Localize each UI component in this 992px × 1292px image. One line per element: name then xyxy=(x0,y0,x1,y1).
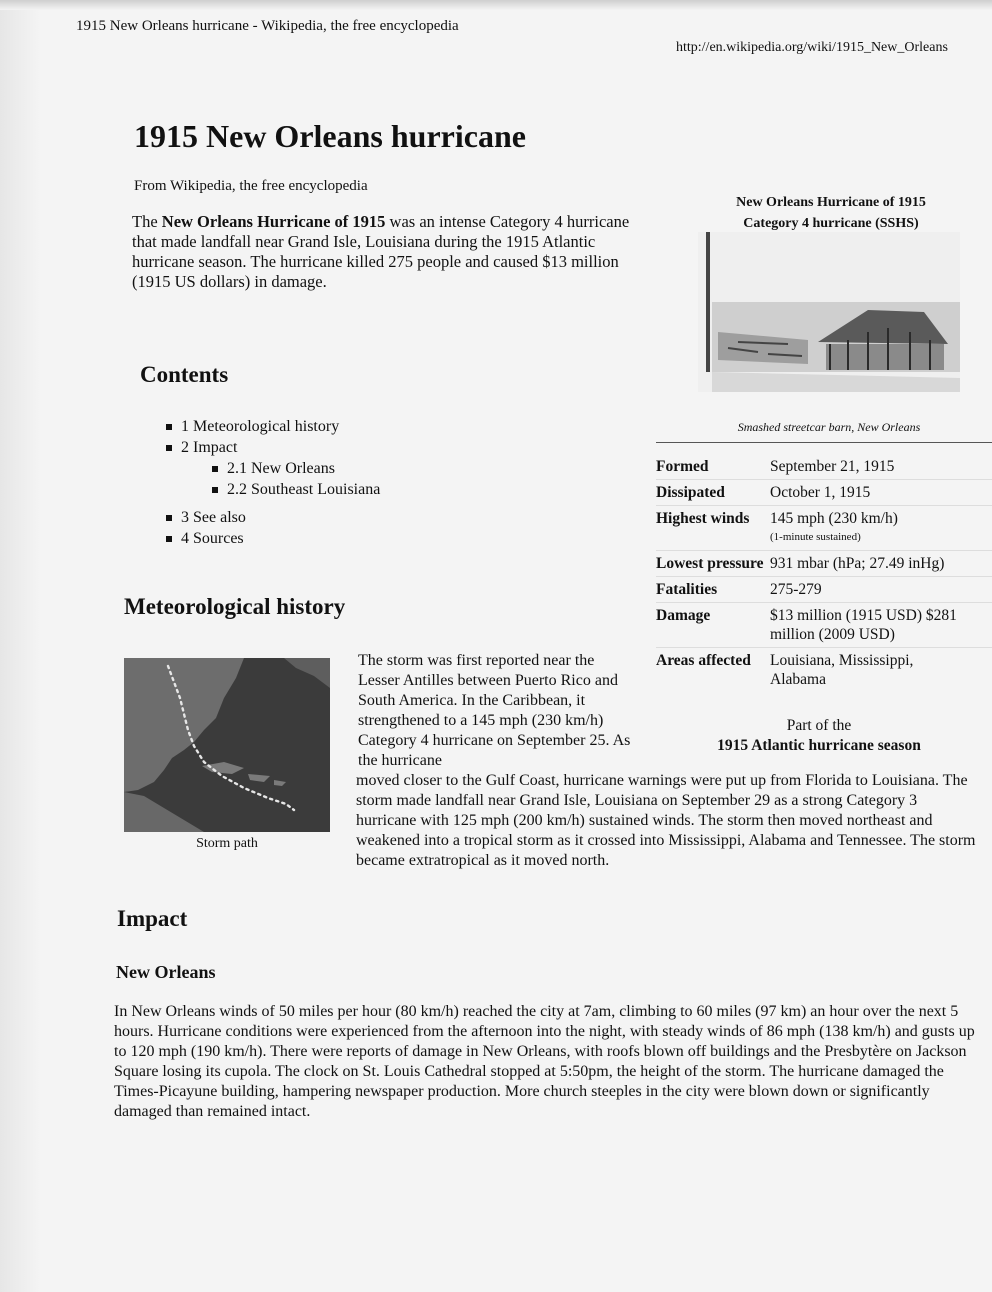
toc-item-sources[interactable] xyxy=(166,528,380,549)
article-intro xyxy=(132,212,632,292)
bullet-icon xyxy=(166,536,172,542)
bullet-icon xyxy=(212,466,218,472)
toc-item-label: 3 See also xyxy=(181,509,246,526)
toc-item-see-also[interactable] xyxy=(166,507,380,528)
infobox-row-formed xyxy=(656,454,992,480)
photo-caption: Smashed streetcar barn, New Orleans xyxy=(737,420,921,434)
infobox-row-dissipated xyxy=(656,480,992,506)
toc-item-label: 1 Meteorological history xyxy=(181,418,340,435)
article-source-line: From Wikipedia, the free encyclopedia xyxy=(134,178,368,194)
infobox-title xyxy=(700,192,962,234)
infobox-label: Dissipated xyxy=(656,484,725,501)
infobox-row-fatalities xyxy=(656,577,992,603)
bullet-icon xyxy=(166,424,172,430)
infobox-value: 145 mph (230 km/h) xyxy=(770,510,898,527)
infobox-divider xyxy=(656,442,992,443)
toc-item-label: 2 Impact xyxy=(181,439,238,456)
infobox-value-group xyxy=(770,509,992,547)
toc-item-label: 4 Sources xyxy=(181,530,244,547)
print-header-url: http://en.wikipedia.org/wiki/1915_New_Orleans xyxy=(676,40,948,55)
intro-pre: The xyxy=(132,212,162,231)
intro-bold-name: New Orleans Hurricane of 1915 xyxy=(161,212,386,231)
season-link[interactable]: 1915 Atlantic hurricane season xyxy=(717,737,921,754)
infobox-label: Highest winds xyxy=(656,510,750,527)
toc-item-impact[interactable] xyxy=(166,437,380,458)
infobox-row-lowest-pressure xyxy=(656,551,992,577)
infobox-value: Louisiana, Mississippi, Alabama xyxy=(770,652,914,688)
intro-post: was an intense Category 4 hurricane that made landfall near Grand Isle, Louisiana during the 1915 Atlantic hurricane season. The hurricane killed 275 people and caused $13 million (1915 US dollars) in damage. xyxy=(132,212,630,291)
infobox-value: 931 mbar (hPa; 27.49 inHg) xyxy=(770,555,945,572)
streetcar-barn-photo[interactable] xyxy=(698,232,960,392)
table-of-contents xyxy=(166,416,380,549)
new-orleans-text: In New Orleans winds of 50 miles per hour (80 km/h) reached the city at 7am, climbing to 60 miles (97 km) an hour over the next 5 hours. Hurricane conditions were experienced from the afternoon into the night, with steady winds of 86 mph (138 km/h) and gusts up to 120 mph (190 km/h). There were reports of damage in New Orleans, with roofs blown off buildings and the Presbytère on Jackson Square losing its cupola. The clock on St. Louis Cathedral stopped at 5:50pm, the height of the storm. The hurricane damaged the Times-Picayune building, hampering newspaper production. More church steeples in the city were blown down or significantly damaged than remained intact. xyxy=(114,1003,975,1120)
bullet-icon xyxy=(166,445,172,451)
infobox-label: Lowest pressure xyxy=(656,555,764,572)
infobox-value: $13 million (1915 USD) $281 million (2009 USD) xyxy=(770,607,957,643)
storm-path-caption: Storm path xyxy=(196,836,258,851)
print-header-title: 1915 New Orleans hurricane - Wikipedia, the free encyclopedia xyxy=(76,18,459,34)
toc-item-new-orleans[interactable] xyxy=(166,458,380,479)
meteorological-text-part1: The storm was first reported near the Lesser Antilles between Puerto Rico and South America. In the Caribbean, it strengthened to a 145 mph (230 km/h) Category 4 hurricane on September 25. As the hurricane xyxy=(358,652,631,769)
infobox-title-line2: Category 4 hurricane (SSHS) xyxy=(743,216,919,231)
infobox-label: Fatalities xyxy=(656,581,718,598)
toc-item-label: 2.1 New Orleans xyxy=(227,460,335,477)
new-orleans-heading: New Orleans xyxy=(116,962,216,982)
infobox-label: Formed xyxy=(656,458,709,475)
infobox-row-highest-winds xyxy=(656,506,992,551)
scan-top-shadow xyxy=(0,0,992,10)
toc-item-southeast-louisiana[interactable] xyxy=(166,479,380,500)
contents-heading: Contents xyxy=(140,362,229,387)
article-title: 1915 New Orleans hurricane xyxy=(134,118,526,154)
bullet-icon xyxy=(166,515,172,521)
infobox-table xyxy=(656,454,992,692)
meteorological-history-heading: Meteorological history xyxy=(124,594,346,619)
meteorological-text-part2: moved closer to the Gulf Coast, hurricane warnings were put up from Florida to Louisiana. The storm made landfall near Grand Isle, Louisiana on September 29 as a strong Category 3 hurricane with 125 mph (200 km/h) sustained winds. The storm then moved northeast and weakened into a tropical storm as it crossed into Mississippi, Alabama and Tennessee. The storm became extratropical as it moved north. xyxy=(356,772,976,869)
part-of-label: Part of the xyxy=(786,717,852,734)
bullet-icon xyxy=(212,487,218,493)
storm-path-map[interactable] xyxy=(124,658,330,832)
infobox-label: Damage xyxy=(656,607,711,624)
toc-item-meteorological-history[interactable] xyxy=(166,416,380,437)
infobox-value: October 1, 1915 xyxy=(770,484,871,501)
infobox-value-note: (1-minute sustained) xyxy=(770,531,861,543)
infobox-label: Areas affected xyxy=(656,652,751,669)
impact-heading: Impact xyxy=(117,906,188,931)
infobox-value: 275-279 xyxy=(770,581,822,598)
infobox-title-line1: New Orleans Hurricane of 1915 xyxy=(736,195,926,210)
toc-item-label: 2.2 Southeast Louisiana xyxy=(227,481,381,498)
infobox-value: September 21, 1915 xyxy=(770,458,895,475)
infobox-row-damage xyxy=(656,603,992,648)
infobox-season-info xyxy=(700,716,938,756)
infobox-row-areas-affected xyxy=(656,648,992,692)
page-stack-edge xyxy=(0,0,40,1292)
